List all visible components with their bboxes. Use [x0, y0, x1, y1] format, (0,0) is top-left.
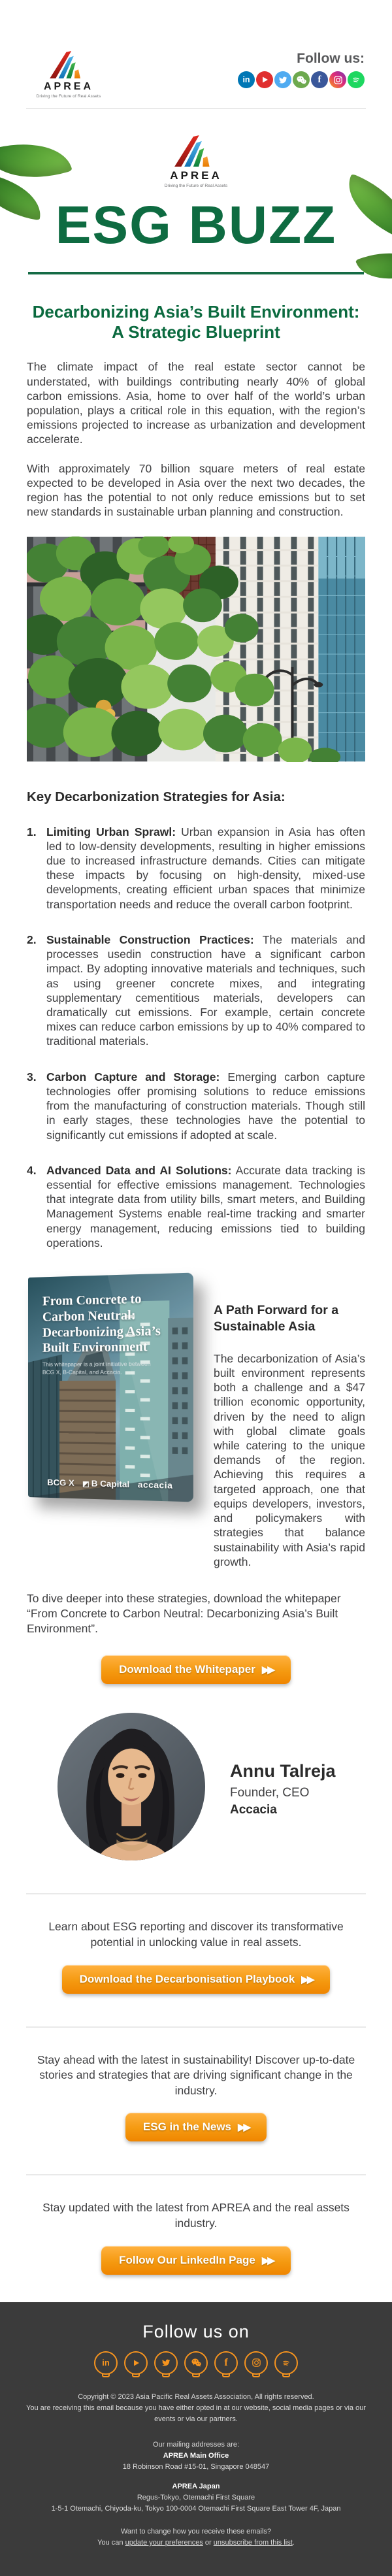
list-item-text: Urban expansion in Asia has often led to low-density developments, resulting in higher emissions due to increased infrastructure demands. Cities can mitigate these impacts by focusing on high-density, mixed-use developments, creating efficient urban spaces that minimize transportation needs and reduce the overall carbon footprint. [46, 825, 365, 911]
youtube-icon[interactable] [256, 71, 273, 88]
section-divider [26, 2174, 366, 2175]
footer-office-address: 18 Robinson Road #15-01, Singapore 048547 [20, 2462, 372, 2473]
download-playbook-button[interactable]: Download the Decarbonisation Playbook ▶▶ [62, 1965, 331, 1994]
instagram-icon[interactable] [329, 71, 346, 88]
whitepaper-section [0, 1271, 392, 1569]
list-number: 4. [27, 1163, 37, 1178]
playbook-text: Learn about ESG reporting and discover its transformative potential in unlocking value in real assets. [36, 1919, 356, 1950]
footer-copyright: Copyright © 2023 Asia Pacific Real Assets Association, All rights reserved. [20, 2392, 372, 2403]
list-item [27, 825, 365, 912]
instagram-icon[interactable] [244, 2351, 268, 2375]
footer-social-row [20, 2351, 372, 2375]
list-item-lead: Advanced Data and AI Solutions: [46, 1164, 232, 1177]
aprea-triangle-icon [174, 135, 218, 167]
aprea-logo [29, 51, 108, 99]
linkedin-icon[interactable]: in [238, 71, 255, 88]
playbook-section [0, 1919, 392, 1993]
aprea-tagline: Driving the Future of Real Assets [165, 184, 227, 188]
aprea-triangle-icon [50, 51, 88, 78]
linkedin-icon[interactable]: in [94, 2351, 118, 2375]
follow-us-label: Follow us: [297, 51, 365, 67]
footer-office-name: APREA Japan [20, 2481, 372, 2492]
accacia-logo: accacia [138, 1479, 173, 1491]
book-subtitle: This whitepaper is a joint initiative between BCG X, B-Capital, and Accacia. [42, 1361, 152, 1377]
facebook-icon[interactable]: f [214, 2351, 238, 2375]
author-info [230, 1761, 336, 1817]
esg-news-button[interactable]: ESG in the News ▶▶ [125, 2113, 267, 2141]
list-number: 3. [27, 1070, 37, 1084]
path-forward-text: The decarbonization of Asia’s built environment represents both a challenge and a $47 trillion economic opportunity, driven by the need to align with global climate goals while catering to the unique demands of the region. Achieving this requires a targeted approach, one that equips developers, investors, and policymakers with strategies that balance sustainability with Asia’s rapid growth. [214, 1351, 365, 1569]
article-title: Decarbonizing Asia’s Built Environment: A Strategic Blueprint [27, 302, 365, 342]
bcapital-logo: ◩ B Capital [82, 1478, 129, 1489]
download-whitepaper-button[interactable]: Download the Whitepaper ▶▶ [101, 1655, 291, 1684]
footer-change-question: Want to change how you receive these emails? [20, 2526, 372, 2537]
list-item-lead: Sustainable Construction Practices: [46, 933, 254, 946]
section-divider [26, 1893, 366, 1894]
list-item-text: Emerging carbon capture technologies offer promising solutions to reduce emissions from the manufacturing of construction materials. Though still in early stages, these technologies have the potential to significantly cut emissions if adopted at scale. [46, 1070, 365, 1142]
list-item [27, 1163, 365, 1250]
strategies-heading: Key Decarbonization Strategies for Asia: [27, 789, 365, 805]
list-number: 1. [27, 825, 37, 839]
prefs-prefix: You can [97, 2539, 125, 2547]
whitepaper-book-cover [27, 1275, 193, 1502]
article-paragraph: With approximately 70 billion square meters of real estate expected to be developed in Asia over the next two decades, the region has the potential to not only reduce emissions but to set new standards in sustainable urban planning and construction. [27, 461, 365, 520]
follow-linkedin-button[interactable]: Follow Our LinkedIn Page ▶▶ [101, 2246, 291, 2275]
linkedin-text: Stay updated with the latest from APREA and the real assets industry. [36, 2200, 356, 2231]
double-arrow-icon: ▶▶ [301, 1974, 312, 1985]
header-social-row [238, 71, 365, 88]
section-divider [26, 2026, 366, 2028]
aprea-logo-banner [157, 135, 235, 188]
footer-preferences-line [20, 2537, 372, 2549]
news-text: Stay ahead with the latest in sustainability! Discover up-to-date stories and strategies that are driving significant change in the industry. [36, 2053, 356, 2099]
esg-buzz-banner [0, 109, 392, 302]
list-item [27, 933, 365, 1049]
aprea-wordmark: APREA [170, 169, 222, 182]
aprea-wordmark: APREA [44, 81, 93, 93]
prefs-suffix: . [293, 2539, 295, 2547]
unsubscribe-link[interactable]: unsubscribe from this list [214, 2539, 293, 2547]
footer [0, 2302, 392, 2576]
author-company: Accacia [230, 1803, 336, 1817]
author-photo [57, 1713, 205, 1860]
list-item-lead: Carbon Capture and Storage: [46, 1070, 220, 1083]
double-arrow-icon: ▶▶ [262, 2255, 273, 2266]
wechat-icon[interactable] [293, 71, 310, 88]
twitter-icon[interactable] [154, 2351, 178, 2375]
footer-office-address: Regus-Tokyo, Otemachi First Square [20, 2492, 372, 2503]
bcgx-logo: BCG X [47, 1478, 74, 1488]
prefs-mid: or [203, 2539, 214, 2547]
twitter-icon[interactable] [274, 71, 291, 88]
list-item [27, 1070, 365, 1142]
footer-receiving-note: You are receiving this email because you have either opted in at our website, social media pages or via our events or via our partners. [20, 2403, 372, 2425]
author-section [0, 1713, 392, 1860]
footer-office-name: APREA Main Office [20, 2451, 372, 2462]
list-item-lead: Limiting Urban Sprawl: [46, 825, 176, 838]
update-preferences-link[interactable]: update your preferences [125, 2539, 203, 2547]
double-arrow-icon: ▶▶ [238, 2122, 249, 2133]
path-forward-column [214, 1275, 365, 1569]
article-paragraph: The climate impact of the real estate sector cannot be understated, with buildings contributing nearly 40% of global carbon emissions. Asia, home to over half of the world’s urban population, plays a critical role in this equation, with the region’s emissions projected to increase as urbanization and development accelerate. [27, 359, 365, 446]
path-forward-heading: A Path Forward for a Sustainable Asia [214, 1302, 365, 1336]
whitepaper-cta-intro: To dive deeper into these strategies, download the whitepaper “From Concrete to Carbon Neutral: Decarbonizing Asia’s Built Environment”. [0, 1591, 392, 1636]
newsletter-title: ESG BUZZ [0, 199, 392, 252]
list-item-text: Accurate data tracking is essential for effective emissions management. Technologies that integrate data from utility bills, smart meters, and Building Management Systems enable real-time tracking and smarter energy management, reducing emissions tied to building operations. [46, 1164, 365, 1249]
news-section [0, 2053, 392, 2142]
spacer [20, 2473, 372, 2481]
follow-us-block [238, 51, 365, 88]
author-name: Annu Talreja [230, 1761, 336, 1781]
list-item-text: The materials and processes usedin construction have a significant carbon impact. By adopting innovative materials and techniques, such as using greener concrete mixes, and integrating supplementary cementitious materials, developers can dramatically cut emissions. For example, certain concrete mixes can reduce carbon emissions by up to 40% compared to traditional materials. [46, 933, 365, 1048]
strategies-list [27, 825, 365, 1250]
banner-underline [28, 272, 364, 274]
aprea-tagline: Driving the Future of Real Assets [37, 94, 101, 99]
green-building-photo [27, 537, 365, 762]
spotify-icon[interactable] [274, 2351, 298, 2375]
footer-mailing-intro: Our mailing addresses are: [20, 2439, 372, 2451]
spotify-icon[interactable] [348, 71, 365, 88]
list-number: 2. [27, 933, 37, 947]
header [0, 0, 392, 99]
footer-office-address: 1-5-1 Otemachi, Chiyoda-ku, Tokyo 100-0004 Otemachi First Square East Tower 4F, Japan [20, 2503, 372, 2515]
article [0, 302, 392, 1250]
facebook-icon[interactable]: f [311, 71, 328, 88]
youtube-icon[interactable] [124, 2351, 148, 2375]
book-title: From Concrete to Carbon Neutral: Decarbonizing Asia’s Built Environment [42, 1291, 181, 1357]
double-arrow-icon: ▶▶ [262, 1664, 273, 1676]
linkedin-section [0, 2200, 392, 2274]
author-role: Founder, CEO [230, 1786, 336, 1800]
footer-follow-heading: Follow us on [20, 2322, 372, 2342]
wechat-icon[interactable] [184, 2351, 208, 2375]
